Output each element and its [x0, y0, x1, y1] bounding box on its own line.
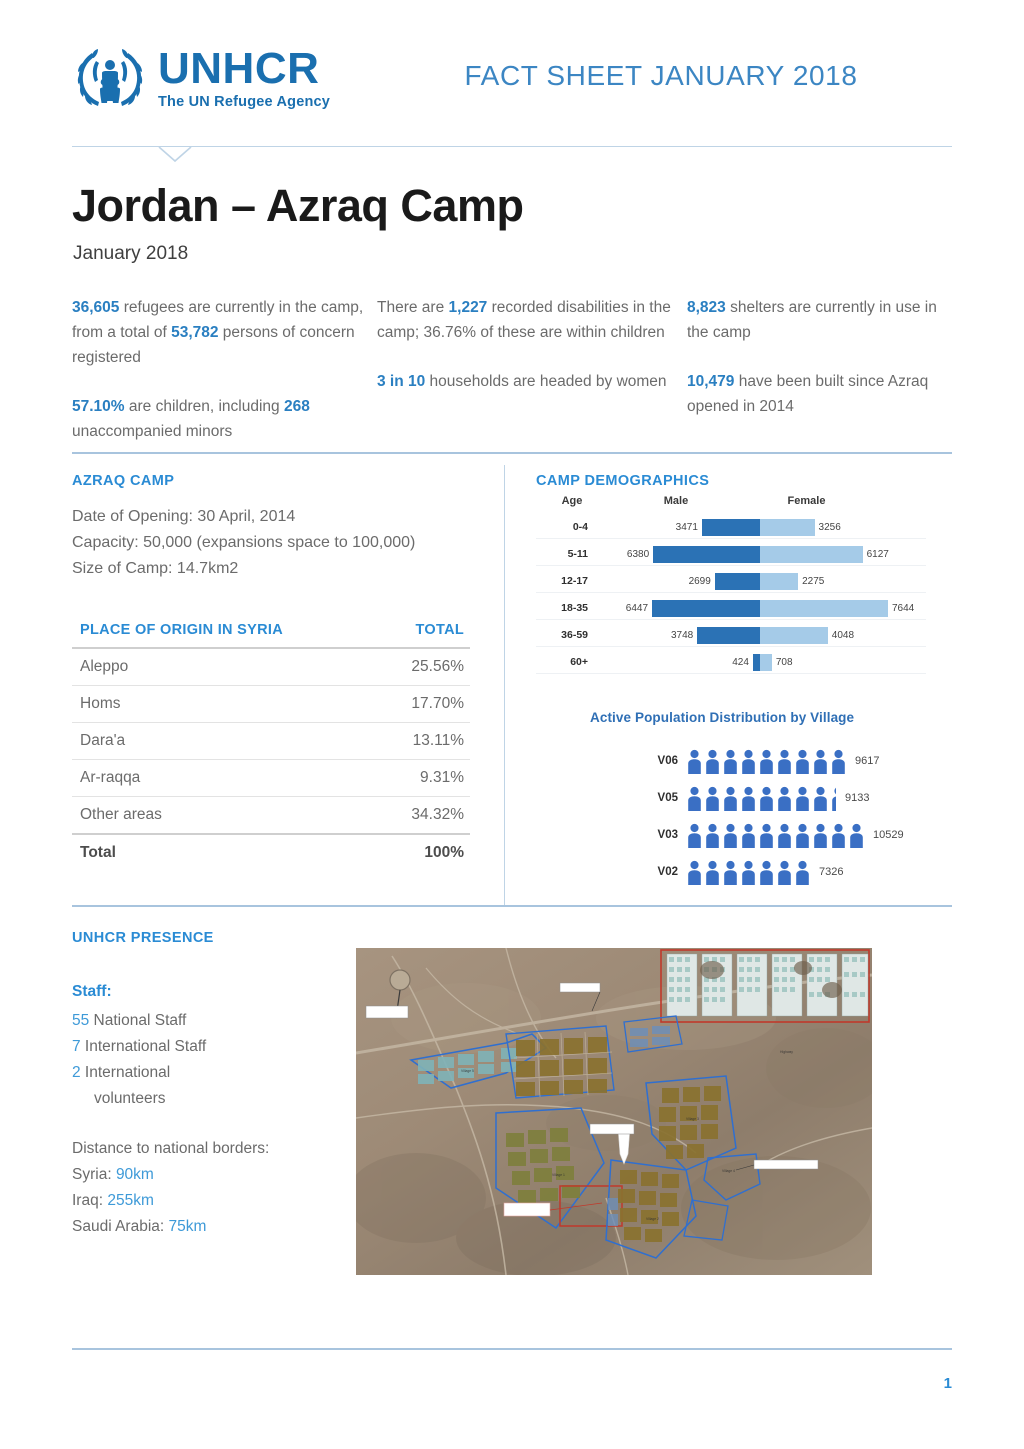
person-icon: [813, 823, 828, 848]
person-icon: [813, 749, 828, 774]
person-icon: [813, 786, 828, 811]
table-row: [72, 685, 470, 722]
place-of-origin-table: [72, 620, 470, 871]
pyramid-legend: [536, 495, 926, 507]
border-saudi-label: Saudi Arabia:: [72, 1218, 169, 1236]
origin-total: 17.70%: [375, 685, 470, 722]
person-icon: [777, 823, 792, 848]
person-icon: [705, 749, 720, 774]
pyramid-age-label: 12-17: [561, 575, 588, 587]
page-subtitle: January 2018: [73, 243, 189, 264]
camp-demographics-heading: CAMP DEMOGRAPHICS: [536, 473, 710, 489]
legend-male: Male: [663, 495, 689, 507]
azraq-date-of-opening: Date of Opening: 30 April, 2014: [72, 508, 296, 525]
pyramid-age-label: 5-11: [567, 548, 588, 560]
table-row: [72, 759, 470, 796]
pyramid-row: [536, 543, 926, 566]
pyramid-bars: [594, 624, 926, 646]
person-icon: [795, 823, 810, 848]
staff-international-label: International Staff: [80, 1038, 207, 1056]
shelters-text: shelters are currently in use in the camp: [687, 299, 937, 342]
unaccompanied-minors-text: unaccompanied minors: [72, 423, 233, 441]
origin-total: 25.56%: [375, 648, 470, 686]
person-icon: [687, 823, 702, 848]
village-value: 7326: [819, 866, 844, 878]
pyramid-male-value: 2699: [688, 575, 711, 587]
table-row: [72, 796, 470, 834]
azraq-size: Size of Camp: 14.7km2: [72, 559, 239, 577]
origin-place: Other areas: [72, 796, 375, 834]
pyramid-age-label: 18-35: [561, 602, 588, 614]
staff-volunteers-count: 2: [72, 1064, 81, 1082]
key-figure-disabilities: [377, 295, 687, 345]
border-iraq: [72, 1188, 287, 1214]
origin-total: 13.11%: [375, 722, 470, 759]
origin-place: Dara'a: [72, 722, 375, 759]
village-row: [640, 856, 940, 888]
column-header-place: PLACE OF ORIGIN IN SYRIA: [80, 622, 283, 638]
pyramid-age-label: 36-59: [561, 629, 588, 641]
person-icon: [705, 786, 720, 811]
person-icon: [777, 749, 792, 774]
person-icon: [759, 749, 774, 774]
person-icon: [795, 786, 810, 811]
village-label: V05: [657, 792, 678, 804]
logo-subtitle: The UN Refugee Agency: [158, 94, 331, 110]
persons-of-concern-text: persons of concern registered: [72, 324, 355, 367]
pyramid-female-value: 7644: [892, 602, 915, 614]
pyramid-bars: [594, 543, 926, 565]
children-percent: 57.10%: [72, 398, 125, 416]
persons-of-concern-count: 53,782: [171, 324, 219, 342]
population-pyramid-chart: [536, 495, 926, 678]
azraq-camp-details: [72, 504, 512, 582]
person-icon: [741, 860, 756, 885]
village-pictogram-chart: [640, 745, 940, 893]
person-icon: [831, 823, 846, 848]
person-icon: [741, 823, 756, 848]
origin-total: 9.31%: [375, 759, 470, 796]
origin-place: Aleppo: [72, 648, 375, 686]
staff-national: [72, 1008, 287, 1034]
staff-volunteers-label: International: [80, 1064, 171, 1082]
chevron-down-icon: [158, 146, 192, 163]
pyramid-male-value: 3471: [675, 521, 698, 533]
person-icon: [741, 749, 756, 774]
pyramid-male-bar: [653, 546, 760, 563]
table-row: [72, 648, 470, 686]
table-row: [72, 722, 470, 759]
logo-title: UNHCR: [158, 44, 320, 93]
village-label: V03: [657, 829, 678, 841]
person-icon: [723, 749, 738, 774]
camp-satellite-map: [356, 948, 872, 1275]
pyramid-rows: [536, 516, 926, 674]
svg-text:Village 4: Village 4: [722, 1169, 735, 1173]
pyramid-female-bar: [760, 627, 828, 644]
village-value: 9133: [845, 792, 870, 804]
village-icons: [687, 860, 813, 885]
origin-total-value: 100%: [375, 834, 470, 871]
person-icon: [831, 749, 846, 774]
table-header-row: [72, 620, 470, 648]
page-title: Jordan – Azraq Camp: [72, 180, 524, 231]
refugees-count: 36,605: [72, 299, 120, 316]
village-label: V02: [657, 866, 678, 878]
pyramid-bars: [594, 597, 926, 619]
person-icon: [795, 749, 810, 774]
staff-national-label: National Staff: [89, 1012, 187, 1029]
person-icon: [687, 786, 702, 811]
person-icon-partial: [831, 786, 836, 811]
village-row: [640, 745, 940, 777]
pyramid-row: [536, 624, 926, 647]
key-figure-refugees: [72, 295, 377, 370]
refugees-text: refugees are currently in the camp, from a total of: [72, 299, 364, 342]
page-header: [72, 34, 952, 120]
pyramid-male-bar: [702, 519, 760, 536]
staff-national-count: 55: [72, 1012, 90, 1029]
pyramid-female-value: 708: [775, 656, 793, 668]
border-distance-heading: Distance to national borders:: [72, 1140, 270, 1157]
pyramid-male-bar: [715, 573, 760, 590]
unaccompanied-minors-count: 268: [283, 398, 310, 416]
pyramid-age-label: 60+: [570, 656, 588, 668]
pyramid-male-value: 6380: [626, 548, 650, 560]
disabilities-text: recorded disabilities in the camp; 36.76% of these are within children: [377, 299, 671, 342]
pyramid-male-bar: [753, 654, 760, 671]
key-figures-section: [72, 295, 952, 445]
person-icon: [795, 860, 810, 885]
person-icon: [723, 860, 738, 885]
section-divider-top: [72, 452, 952, 454]
staff-volunteers: [72, 1060, 287, 1086]
pyramid-female-value: 6127: [866, 548, 889, 560]
legend-female: Female: [787, 495, 826, 507]
pyramid-row: [536, 651, 926, 674]
village-value: 9617: [855, 755, 880, 767]
village-value: 10529: [873, 829, 904, 841]
person-icon: [759, 823, 774, 848]
origin-total: 34.32%: [375, 796, 470, 834]
female-headed-text: households are headed by women: [425, 373, 667, 391]
section-divider-middle: [72, 905, 952, 907]
pyramid-male-value: 3748: [671, 629, 694, 641]
village-row: [640, 782, 940, 814]
pyramid-female-value: 4048: [831, 629, 855, 641]
person-icon: [741, 786, 756, 811]
key-figure-shelters-built: [687, 369, 952, 419]
border-syria: [72, 1162, 287, 1188]
unhcr-logo: [72, 41, 330, 113]
key-figures-column-3: [687, 295, 952, 445]
border-distance-list: [72, 1136, 287, 1240]
person-icon: [759, 786, 774, 811]
person-icon: [687, 860, 702, 885]
shelters-built-count: 10,479: [687, 373, 735, 391]
staff-international-count: 7: [72, 1038, 81, 1056]
staff-heading: Staff:: [72, 983, 112, 1000]
unhcr-wordmark: [158, 41, 330, 110]
column-header-total: TOTAL: [415, 622, 464, 638]
staff-list: [72, 1008, 287, 1112]
person-icon: [705, 823, 720, 848]
disabilities-count: 1,227: [448, 299, 488, 316]
shelters-count: 8,823: [687, 299, 726, 316]
pyramid-row: [536, 597, 926, 620]
border-iraq-label: Iraq:: [72, 1192, 108, 1210]
pyramid-male-value: 424: [732, 656, 749, 668]
svg-text:Highway: Highway: [780, 1050, 794, 1054]
village-icons: [687, 786, 839, 811]
pyramid-female-bar: [760, 600, 888, 617]
pyramid-row: [536, 570, 926, 593]
origin-place: Homs: [72, 685, 375, 722]
svg-text:Village 5: Village 5: [461, 1069, 474, 1073]
children-text: are children, including: [124, 398, 284, 416]
pyramid-female-bar: [760, 546, 863, 563]
village-row: [640, 819, 940, 851]
pyramid-male-bar: [697, 627, 760, 644]
key-figures-column-1: [72, 295, 377, 445]
svg-text:Village 1: Village 1: [552, 1173, 565, 1177]
pyramid-female-bar: [760, 654, 772, 671]
header-divider: [72, 146, 952, 147]
pyramid-male-value: 6447: [625, 602, 649, 614]
origin-total-label: Total: [72, 834, 375, 871]
person-icon: [705, 860, 720, 885]
pyramid-bars: [594, 516, 926, 538]
female-headed-ratio: 3 in 10: [377, 373, 426, 391]
column-divider: [504, 465, 505, 905]
person-icon: [687, 749, 702, 774]
azraq-capacity: Capacity: 50,000 (expansions space to 100,000): [72, 533, 416, 551]
table-total-row: [72, 834, 470, 871]
village-icons: [687, 823, 867, 848]
pyramid-female-value: 2275: [802, 575, 825, 587]
shelters-built-text: have been built since Azraq opened in 2014: [687, 373, 929, 416]
village-label: V06: [657, 755, 678, 767]
staff-international: [72, 1034, 287, 1060]
person-icon: [849, 823, 864, 848]
person-icon: [723, 786, 738, 811]
staff-volunteers-label-wrap: volunteers: [94, 1090, 166, 1108]
svg-text:Village 2: Village 2: [646, 1217, 659, 1221]
unhcr-presence-heading: UNHCR PRESENCE: [72, 930, 214, 946]
border-iraq-distance: 255km: [107, 1192, 154, 1210]
person-icon: [777, 786, 792, 811]
key-figure-children: [72, 394, 377, 444]
border-saudi: [72, 1214, 287, 1240]
legend-age: Age: [561, 495, 583, 507]
key-figures-column-2: [377, 295, 687, 445]
pyramid-row: [536, 516, 926, 539]
border-syria-distance: 90km: [115, 1166, 154, 1184]
unhcr-emblem-icon: [72, 41, 148, 113]
person-icon: [777, 860, 792, 885]
azraq-camp-heading: AZRAQ CAMP: [72, 473, 175, 489]
origin-place: Ar-raqqa: [72, 759, 375, 796]
pyramid-female-bar: [760, 573, 798, 590]
village-icons: [687, 749, 849, 774]
person-icon: [723, 823, 738, 848]
svg-text:Village 3: Village 3: [686, 1117, 699, 1121]
pyramid-female-value: 3256: [818, 521, 841, 533]
key-figure-shelters: [687, 295, 952, 345]
key-figure-female-headed: [377, 369, 687, 394]
pyramid-age-label: 0-4: [572, 521, 588, 533]
border-syria-label: Syria:: [72, 1166, 116, 1184]
disabilities-prefix: There are: [377, 299, 449, 316]
border-saudi-distance: 75km: [168, 1218, 207, 1236]
page-number: 1: [943, 1375, 952, 1392]
pyramid-bars: [594, 651, 926, 673]
pyramid-bars: [594, 570, 926, 592]
factsheet-title: FACT SHEET JANUARY 2018: [464, 60, 858, 91]
pyramid-male-bar: [652, 600, 760, 617]
person-icon: [759, 860, 774, 885]
village-chart-title: Active Population Distribution by Village: [590, 710, 855, 725]
footer-divider: [72, 1348, 952, 1350]
pyramid-female-bar: [760, 519, 815, 536]
